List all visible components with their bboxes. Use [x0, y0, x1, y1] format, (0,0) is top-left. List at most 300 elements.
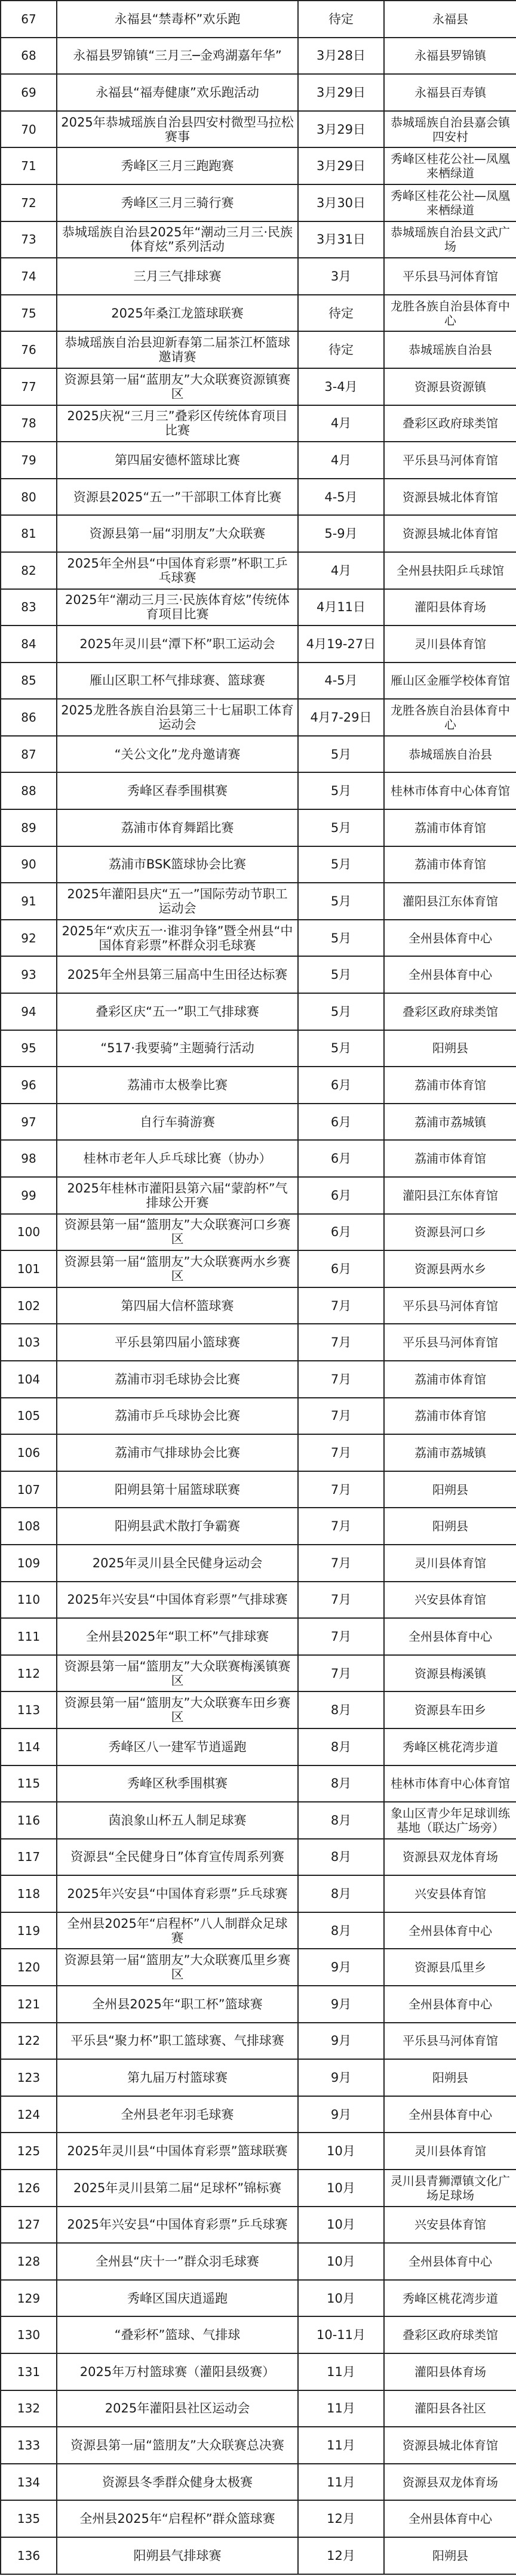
event-venue-cell: 全州县体育中心	[384, 956, 516, 993]
event-name-cell: 2025年灌阳县社区运动会	[57, 2390, 298, 2427]
table-row	[1, 920, 516, 957]
event-name-cell: 全州县老年羽毛球赛	[57, 2096, 298, 2133]
event-venue-cell: 永福县罗锦镇	[384, 38, 516, 75]
events-table-body	[1, 1, 516, 2574]
table-row	[1, 1582, 516, 1619]
event-date-cell: 7月	[298, 1618, 384, 1655]
row-number-cell: 84	[1, 625, 57, 663]
event-name-cell: 2025年“潮动三月三·民族体育炫”传统体育项目比赛	[57, 589, 298, 626]
table-row	[1, 1250, 516, 1287]
row-number-cell: 117	[1, 1839, 57, 1876]
table-row	[1, 1398, 516, 1435]
event-date-cell: 6月	[298, 1140, 384, 1177]
event-name-cell: 荔浦市BSK篮球协会比赛	[57, 846, 298, 883]
event-name-cell: 2025年万村篮球赛（灌阳县级赛）	[57, 2353, 298, 2390]
table-row	[1, 2500, 516, 2537]
row-number-cell: 74	[1, 258, 57, 295]
event-venue-cell: 永福县百寿镇	[384, 74, 516, 111]
event-venue-cell: 灌阳县体育场	[384, 2353, 516, 2390]
event-date-cell: 8月	[298, 1728, 384, 1765]
event-date-cell: 5月	[298, 846, 384, 883]
event-name-cell: 桂林市老年人乒乓球比赛（协办）	[57, 1140, 298, 1177]
table-row	[1, 1618, 516, 1655]
event-name-cell: 秀峰区八一建军节逍遥跑	[57, 1728, 298, 1765]
table-row	[1, 2316, 516, 2353]
event-date-cell: 12月	[298, 2537, 384, 2574]
event-name-cell: 三月三气排球赛	[57, 258, 298, 295]
event-date-cell: 4月	[298, 552, 384, 589]
event-venue-cell: 平乐县马河体育馆	[384, 1287, 516, 1324]
event-venue-cell: 兴安县体育馆	[384, 1875, 516, 1912]
event-date-cell: 6月	[298, 1104, 384, 1141]
event-venue-cell: 灵川县体育馆	[384, 625, 516, 663]
event-venue-cell: 资源县车田乡	[384, 1691, 516, 1728]
table-row	[1, 1802, 516, 1839]
row-number-cell: 73	[1, 221, 57, 258]
event-date-cell: 9月	[298, 1986, 384, 2023]
event-name-cell: 2025年桑江龙篮球联赛	[57, 295, 298, 332]
row-number-cell: 129	[1, 2280, 57, 2317]
event-date-cell: 3月28日	[298, 38, 384, 75]
table-row	[1, 1839, 516, 1876]
row-number-cell: 88	[1, 772, 57, 809]
event-venue-cell: 雁山区金雁学校体育馆	[384, 663, 516, 700]
event-venue-cell: 灵川县青狮潭镇文化广场足球场	[384, 2170, 516, 2207]
event-date-cell: 9月	[298, 1949, 384, 1986]
event-venue-cell: 桂林市体育中心体育馆	[384, 772, 516, 809]
table-row	[1, 1471, 516, 1508]
table-row	[1, 993, 516, 1030]
event-name-cell: 资源县第一届“蓝朋友”大众联赛资源镇赛区	[57, 368, 298, 405]
event-name-cell: 2025年桂林市灌阳县第六届“蒙韵杯”气排球公开赛	[57, 1177, 298, 1214]
event-date-cell: 11月	[298, 2353, 384, 2390]
row-number-cell: 124	[1, 2096, 57, 2133]
table-row	[1, 663, 516, 700]
row-number-cell: 108	[1, 1508, 57, 1545]
table-row	[1, 442, 516, 479]
row-number-cell: 128	[1, 2243, 57, 2280]
event-name-cell: 第四届大信杯篮球赛	[57, 1287, 298, 1324]
event-date-cell: 7月	[298, 1361, 384, 1398]
event-date-cell: 7月	[298, 1471, 384, 1508]
event-date-cell: 7月	[298, 1508, 384, 1545]
table-row	[1, 772, 516, 809]
row-number-cell: 94	[1, 993, 57, 1030]
event-venue-cell: 资源县梅溪镇	[384, 1655, 516, 1692]
table-row	[1, 846, 516, 883]
row-number-cell: 76	[1, 331, 57, 368]
event-venue-cell: 荔浦市体育馆	[384, 846, 516, 883]
event-date-cell: 4-5月	[298, 479, 384, 516]
event-name-cell: 2025年灵川县“中国体育彩票”篮球联赛	[57, 2133, 298, 2170]
table-row	[1, 809, 516, 846]
event-venue-cell: 灌阳县江东体育馆	[384, 883, 516, 920]
event-date-cell: 10月	[298, 2207, 384, 2244]
event-venue-cell: 阳朔县	[384, 2059, 516, 2096]
event-date-cell: 11月	[298, 2390, 384, 2427]
event-name-cell: 自行车骑游赛	[57, 1104, 298, 1141]
table-row	[1, 2464, 516, 2501]
row-number-cell: 102	[1, 1287, 57, 1324]
event-name-cell: 荔浦市气排球协会比赛	[57, 1434, 298, 1471]
table-row	[1, 221, 516, 258]
event-venue-cell: 全州县扶阳乒乓球馆	[384, 552, 516, 589]
row-number-cell: 107	[1, 1471, 57, 1508]
event-date-cell: 10月	[298, 2280, 384, 2317]
event-name-cell: 资源县第一届“篮朋友”大众联赛河口乡赛区	[57, 1214, 298, 1251]
row-number-cell: 110	[1, 1582, 57, 1619]
table-row	[1, 1104, 516, 1141]
event-date-cell: 7月	[298, 1398, 384, 1435]
table-row	[1, 74, 516, 111]
table-row	[1, 1324, 516, 1361]
row-number-cell: 132	[1, 2390, 57, 2427]
event-venue-cell: 平乐县马河体育馆	[384, 258, 516, 295]
row-number-cell: 112	[1, 1655, 57, 1692]
table-row	[1, 2353, 516, 2390]
event-venue-cell: 荔浦市荔城镇	[384, 1434, 516, 1471]
event-name-cell: 资源县第一届“羽朋友”大众联赛	[57, 515, 298, 552]
event-name-cell: 2025年兴安县“中国体育彩票”乒乓球赛	[57, 2207, 298, 2244]
table-row	[1, 1655, 516, 1692]
event-name-cell: 资源县第一届“篮朋友”大众联赛车田乡赛区	[57, 1691, 298, 1728]
event-venue-cell: 灵川县体育馆	[384, 1545, 516, 1582]
row-number-cell: 99	[1, 1177, 57, 1214]
event-venue-cell: 全州县体育中心	[384, 2243, 516, 2280]
event-venue-cell: 叠彩区政府球类馆	[384, 993, 516, 1030]
event-name-cell: 雁山区职工杯气排球赛、篮球赛	[57, 663, 298, 700]
table-row	[1, 1434, 516, 1471]
table-row	[1, 2243, 516, 2280]
table-row	[1, 258, 516, 295]
event-name-cell: 资源县第一届“篮朋友”大众联赛梅溪镇赛区	[57, 1655, 298, 1692]
event-venue-cell: 全州县体育中心	[384, 920, 516, 957]
row-number-cell: 118	[1, 1875, 57, 1912]
event-date-cell: 9月	[298, 2059, 384, 2096]
event-date-cell: 10-11月	[298, 2316, 384, 2353]
event-name-cell: 资源县第一届“篮朋友”大众联赛两水乡赛区	[57, 1250, 298, 1287]
table-row	[1, 111, 516, 148]
event-venue-cell: 全州县体育中心	[384, 2096, 516, 2133]
row-number-cell: 98	[1, 1140, 57, 1177]
table-row	[1, 883, 516, 920]
event-date-cell: 9月	[298, 2096, 384, 2133]
event-name-cell: 2025年灵川县“潭下杯”职工运动会	[57, 625, 298, 663]
table-row	[1, 589, 516, 626]
row-number-cell: 87	[1, 736, 57, 773]
event-name-cell: 秀峰区国庆逍遥跑	[57, 2280, 298, 2317]
table-row	[1, 2059, 516, 2096]
event-venue-cell: 平乐县马河体育馆	[384, 2023, 516, 2060]
row-number-cell: 89	[1, 809, 57, 846]
event-venue-cell: 秀峰区桃花湾步道	[384, 2280, 516, 2317]
event-name-cell: 资源县第一届“篮朋友”大众联赛总决赛	[57, 2427, 298, 2464]
event-date-cell: 5月	[298, 772, 384, 809]
row-number-cell: 119	[1, 1912, 57, 1949]
table-row	[1, 1508, 516, 1545]
event-name-cell: 2025年灵川县全民健身运动会	[57, 1545, 298, 1582]
row-number-cell: 92	[1, 920, 57, 957]
event-venue-cell: 资源县两水乡	[384, 1250, 516, 1287]
event-venue-cell: 平乐县马河体育馆	[384, 442, 516, 479]
row-number-cell: 105	[1, 1398, 57, 1435]
row-number-cell: 131	[1, 2353, 57, 2390]
row-number-cell: 91	[1, 883, 57, 920]
event-venue-cell: 资源县双龙体育场	[384, 2464, 516, 2501]
table-row	[1, 699, 516, 736]
table-row	[1, 2023, 516, 2060]
event-name-cell: 资源县第一届“篮朋友”大众联赛瓜里乡赛区	[57, 1949, 298, 1986]
event-name-cell: 秀峰区三月三跑跑赛	[57, 147, 298, 184]
event-venue-cell: 桂林市体育中心体育馆	[384, 1765, 516, 1802]
row-number-cell: 85	[1, 663, 57, 700]
event-date-cell: 5-9月	[298, 515, 384, 552]
row-number-cell: 97	[1, 1104, 57, 1141]
row-number-cell: 113	[1, 1691, 57, 1728]
event-name-cell: 永福县“禁毒杯”欢乐跑	[57, 1, 298, 38]
event-name-cell: “叠彩杯”篮球、气排球	[57, 2316, 298, 2353]
row-number-cell: 70	[1, 111, 57, 148]
table-row	[1, 1067, 516, 1104]
event-name-cell: 荔浦市体育舞蹈比赛	[57, 809, 298, 846]
row-number-cell: 135	[1, 2500, 57, 2537]
table-row	[1, 1765, 516, 1802]
table-row	[1, 2427, 516, 2464]
event-date-cell: 12月	[298, 2500, 384, 2537]
row-number-cell: 120	[1, 1949, 57, 1986]
event-name-cell: 第四届安德杯篮球比赛	[57, 442, 298, 479]
event-date-cell: 3月29日	[298, 147, 384, 184]
table-row	[1, 2096, 516, 2133]
table-row	[1, 1545, 516, 1582]
event-date-cell: 待定	[298, 331, 384, 368]
event-date-cell: 6月	[298, 1214, 384, 1251]
event-venue-cell: 秀峰区桂花公社—凤凰来栖绿道	[384, 147, 516, 184]
table-row	[1, 2280, 516, 2317]
event-date-cell: 3-4月	[298, 368, 384, 405]
event-name-cell: 2025龙胜各族自治县第三十七届职工体育运动会	[57, 699, 298, 736]
row-number-cell: 96	[1, 1067, 57, 1104]
row-number-cell: 68	[1, 38, 57, 75]
event-name-cell: 2025庆祝“三月三”叠彩区传统体育项目比赛	[57, 405, 298, 442]
table-row	[1, 1691, 516, 1728]
event-date-cell: 8月	[298, 1765, 384, 1802]
event-date-cell: 7月	[298, 1582, 384, 1619]
row-number-cell: 133	[1, 2427, 57, 2464]
row-number-cell: 114	[1, 1728, 57, 1765]
event-venue-cell: 龙胜各族自治县体育中心	[384, 295, 516, 332]
event-name-cell: 永福县“福寿健康”欢乐跑活动	[57, 74, 298, 111]
event-name-cell: 阳朔县武术散打争霸赛	[57, 1508, 298, 1545]
row-number-cell: 72	[1, 184, 57, 221]
event-date-cell: 5月	[298, 883, 384, 920]
event-name-cell: 阳朔县第十届篮球联赛	[57, 1471, 298, 1508]
table-row	[1, 1361, 516, 1398]
row-number-cell: 71	[1, 147, 57, 184]
row-number-cell: 101	[1, 1250, 57, 1287]
table-row	[1, 1, 516, 38]
event-date-cell: 9月	[298, 2023, 384, 2060]
event-name-cell: 2025年恭城瑶族自治县四安村微型马拉松赛事	[57, 111, 298, 148]
table-row	[1, 2170, 516, 2207]
event-name-cell: 阳朔县气排球赛	[57, 2537, 298, 2574]
event-date-cell: 5月	[298, 920, 384, 957]
event-date-cell: 8月	[298, 1691, 384, 1728]
row-number-cell: 90	[1, 846, 57, 883]
event-name-cell: 茵浪象山杯五人制足球赛	[57, 1802, 298, 1839]
event-date-cell: 4月19-27日	[298, 625, 384, 663]
event-venue-cell: 资源县瓜里乡	[384, 1949, 516, 1986]
event-date-cell: 6月	[298, 1250, 384, 1287]
event-name-cell: 2025年灵川县第二届“足球杯”锦标赛	[57, 2170, 298, 2207]
event-date-cell: 5月	[298, 809, 384, 846]
event-date-cell: 3月30日	[298, 184, 384, 221]
table-row	[1, 479, 516, 516]
row-number-cell: 126	[1, 2170, 57, 2207]
table-row	[1, 1949, 516, 1986]
event-date-cell: 待定	[298, 295, 384, 332]
event-venue-cell: 恭城瑶族自治县	[384, 736, 516, 773]
table-row	[1, 552, 516, 589]
table-row	[1, 295, 516, 332]
event-venue-cell: 资源县资源镇	[384, 368, 516, 405]
table-row	[1, 1287, 516, 1324]
row-number-cell: 79	[1, 442, 57, 479]
row-number-cell: 93	[1, 956, 57, 993]
event-date-cell: 3月29日	[298, 74, 384, 111]
event-venue-cell: 恭城瑶族自治县嘉会镇四安村	[384, 111, 516, 148]
event-venue-cell: 叠彩区政府球类馆	[384, 405, 516, 442]
table-row	[1, 38, 516, 75]
event-name-cell: “关公文化”龙舟邀请赛	[57, 736, 298, 773]
row-number-cell: 95	[1, 1030, 57, 1067]
event-date-cell: 7月	[298, 1434, 384, 1471]
event-name-cell: 秀峰区秋季围棋赛	[57, 1765, 298, 1802]
event-date-cell: 5月	[298, 1030, 384, 1067]
event-date-cell: 6月	[298, 1177, 384, 1214]
table-row	[1, 2133, 516, 2170]
row-number-cell: 80	[1, 479, 57, 516]
table-row	[1, 1030, 516, 1067]
event-name-cell: 秀峰区春季围棋赛	[57, 772, 298, 809]
table-row	[1, 2207, 516, 2244]
table-row	[1, 515, 516, 552]
row-number-cell: 111	[1, 1618, 57, 1655]
event-venue-cell: 恭城瑶族自治县	[384, 331, 516, 368]
row-number-cell: 109	[1, 1545, 57, 1582]
event-name-cell: 全州县2025年“职工杯”气排球赛	[57, 1618, 298, 1655]
row-number-cell: 81	[1, 515, 57, 552]
table-row	[1, 956, 516, 993]
row-number-cell: 67	[1, 1, 57, 38]
event-venue-cell: 灌阳县体育场	[384, 589, 516, 626]
row-number-cell: 103	[1, 1324, 57, 1361]
event-name-cell: 荔浦市羽毛球协会比赛	[57, 1361, 298, 1398]
row-number-cell: 83	[1, 589, 57, 626]
event-date-cell: 5月	[298, 956, 384, 993]
event-venue-cell: 荔浦市体育馆	[384, 1067, 516, 1104]
event-venue-cell: 秀峰区桂花公社—凤凰来栖绿道	[384, 184, 516, 221]
event-date-cell: 11月	[298, 2464, 384, 2501]
event-date-cell: 7月	[298, 1655, 384, 1692]
table-row	[1, 1875, 516, 1912]
event-venue-cell: 资源县双龙体育场	[384, 1839, 516, 1876]
row-number-cell: 125	[1, 2133, 57, 2170]
event-name-cell: 永福县罗锦镇“三月三─金鸡湖嘉年华”	[57, 38, 298, 75]
event-date-cell: 10月	[298, 2243, 384, 2280]
row-number-cell: 130	[1, 2316, 57, 2353]
event-venue-cell: 象山区青少年足球训练基地（联达广场旁）	[384, 1802, 516, 1839]
table-row	[1, 405, 516, 442]
event-venue-cell: 永福县	[384, 1, 516, 38]
row-number-cell: 121	[1, 1986, 57, 2023]
event-venue-cell: 荔浦市体育馆	[384, 1140, 516, 1177]
event-venue-cell: 秀峰区桃花湾步道	[384, 1728, 516, 1765]
event-venue-cell: 资源县城北体育馆	[384, 479, 516, 516]
event-name-cell: 平乐县“聚力杯”职工篮球赛、气排球赛	[57, 2023, 298, 2060]
row-number-cell: 100	[1, 1214, 57, 1251]
event-date-cell: 4-5月	[298, 663, 384, 700]
event-name-cell: 2025年“欢庆五一·谁羽争锋”暨全州县“中国体育彩票”杯群众羽毛球赛	[57, 920, 298, 957]
event-name-cell: 2025年灌阳县庆“五一”国际劳动节职工运动会	[57, 883, 298, 920]
event-venue-cell: 阳朔县	[384, 1471, 516, 1508]
event-name-cell: 2025年全州县第三届高中生田径达标赛	[57, 956, 298, 993]
event-venue-cell: 全州县体育中心	[384, 1912, 516, 1949]
event-date-cell: 4月7-29日	[298, 699, 384, 736]
row-number-cell: 75	[1, 295, 57, 332]
table-row	[1, 1140, 516, 1177]
row-number-cell: 106	[1, 1434, 57, 1471]
row-number-cell: 82	[1, 552, 57, 589]
event-date-cell: 5月	[298, 993, 384, 1030]
event-venue-cell: 荔浦市体育馆	[384, 1398, 516, 1435]
row-number-cell: 69	[1, 74, 57, 111]
event-venue-cell: 资源县城北体育馆	[384, 2427, 516, 2464]
event-name-cell: 2025年兴安县“中国体育彩票”乒乓球赛	[57, 1875, 298, 1912]
event-date-cell: 7月	[298, 1545, 384, 1582]
event-date-cell: 10月	[298, 2133, 384, 2170]
event-date-cell: 11月	[298, 2427, 384, 2464]
event-venue-cell: 全州县体育中心	[384, 1986, 516, 2023]
row-number-cell: 86	[1, 699, 57, 736]
event-date-cell: 10月	[298, 2170, 384, 2207]
table-row	[1, 1986, 516, 2023]
event-venue-cell: 阳朔县	[384, 1508, 516, 1545]
event-date-cell: 待定	[298, 1, 384, 38]
event-venue-cell: 恭城瑶族自治县文武广场	[384, 221, 516, 258]
event-name-cell: 全州县2025年“启程杯”八人制群众足球赛	[57, 1912, 298, 1949]
row-number-cell: 136	[1, 2537, 57, 2574]
event-venue-cell: 荔浦市荔城镇	[384, 1104, 516, 1141]
event-date-cell: 8月	[298, 1802, 384, 1839]
event-name-cell: 资源县“全民健身日”体育宣传周系列赛	[57, 1839, 298, 1876]
event-date-cell: 5月	[298, 736, 384, 773]
event-name-cell: 全州县“庆十一”群众羽毛球赛	[57, 2243, 298, 2280]
event-date-cell: 3月31日	[298, 221, 384, 258]
event-venue-cell: 灌阳县各社区	[384, 2390, 516, 2427]
event-name-cell: 全州县2025年“职工杯”篮球赛	[57, 1986, 298, 2023]
row-number-cell: 116	[1, 1802, 57, 1839]
event-date-cell: 3月	[298, 258, 384, 295]
event-name-cell: 恭城瑶族自治县2025年“潮动三月三·民族体育炫”系列活动	[57, 221, 298, 258]
event-date-cell: 4月	[298, 405, 384, 442]
event-name-cell: 叠彩区庆“五一”职工气排球赛	[57, 993, 298, 1030]
row-number-cell: 104	[1, 1361, 57, 1398]
row-number-cell: 127	[1, 2207, 57, 2244]
event-date-cell: 4月11日	[298, 589, 384, 626]
event-name-cell: 资源县2025“五一”干部职工体育比赛	[57, 479, 298, 516]
event-name-cell: “517·我要骑”主题骑行活动	[57, 1030, 298, 1067]
